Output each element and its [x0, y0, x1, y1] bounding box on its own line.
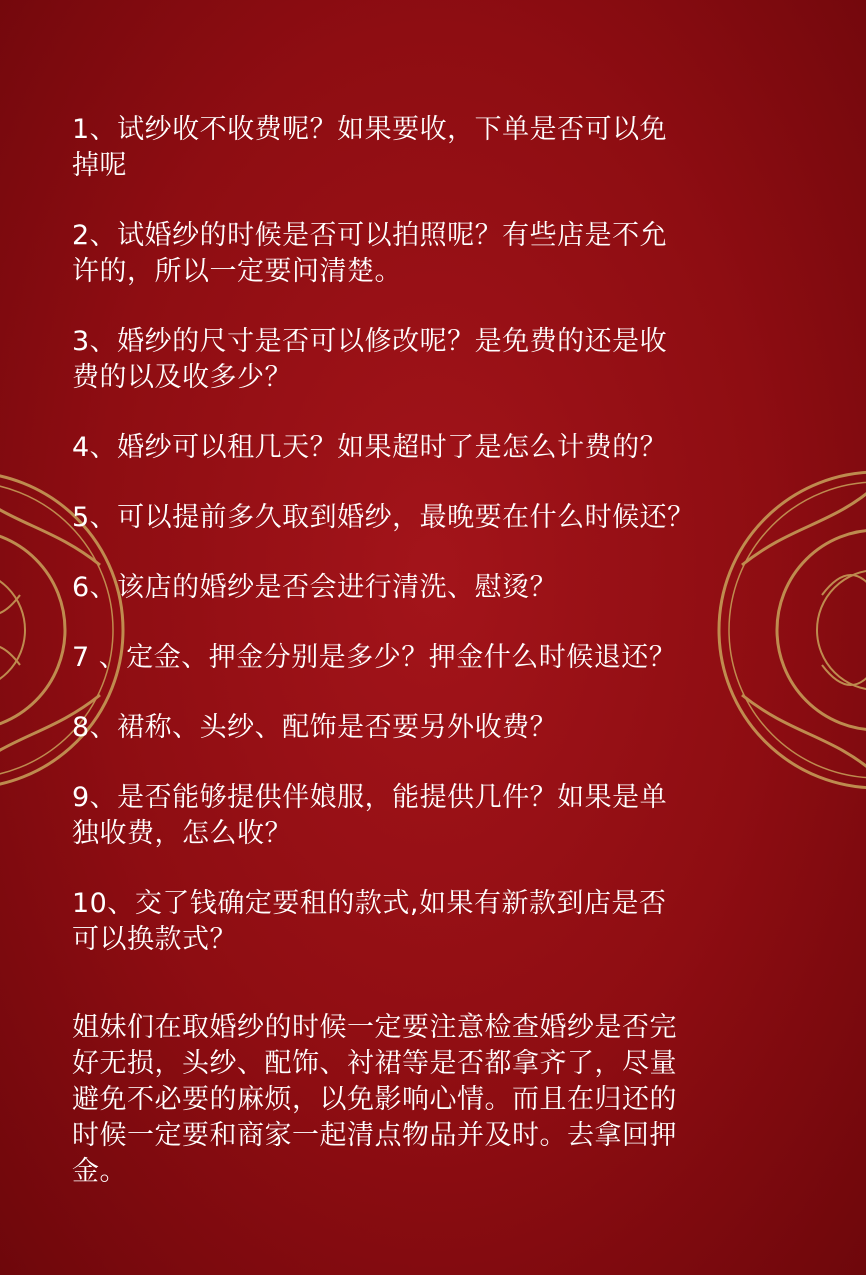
question-item-8: 8、裙称、头纱、配饰是否要另外收费？	[72, 712, 558, 743]
closing-paragraph: 姐妹们在取婚纱的时候一定要注意检查婚纱是否完 好无损，头纱、配饰、衬裙等是否都拿齐了，尽量 避免不必要的麻烦，以免影响心情。而且在归还的 时候一定要和商家一起清点物品并及时。去拿回押 金。	[72, 1012, 677, 1187]
question-list	[72, 112, 862, 992]
question-item-10: 10、交了钱确定要租的款式,如果有新款到店是否 可以换款式？	[72, 888, 667, 955]
question-item-6: 6、该店的婚纱是否会进行清洗、慰烫？	[72, 572, 558, 603]
question-item-7: 7 、定金、押金分别是多少？押金什么时候退还？	[72, 642, 677, 673]
question-item-1: 1、试纱收不收费呢？如果要收，下单是否可以免 掉呢	[72, 114, 668, 181]
question-item-3: 3、婚纱的尺寸是否可以修改呢？是免费的还是收 费的以及收多少？	[72, 326, 668, 393]
question-item-4: 4、婚纱可以租几天？如果超时了是怎么计费的？	[72, 432, 668, 463]
question-item-9: 9、是否能够提供伴娘服，能提供几件？如果是单 独收费，怎么收？	[72, 782, 668, 849]
question-item-5: 5、可以提前多久取到婚纱，最晚要在什么时候还？	[72, 502, 695, 533]
question-item-2: 2、试婚纱的时候是否可以拍照呢？有些店是不允 许的，所以一定要问清楚。	[72, 220, 668, 287]
